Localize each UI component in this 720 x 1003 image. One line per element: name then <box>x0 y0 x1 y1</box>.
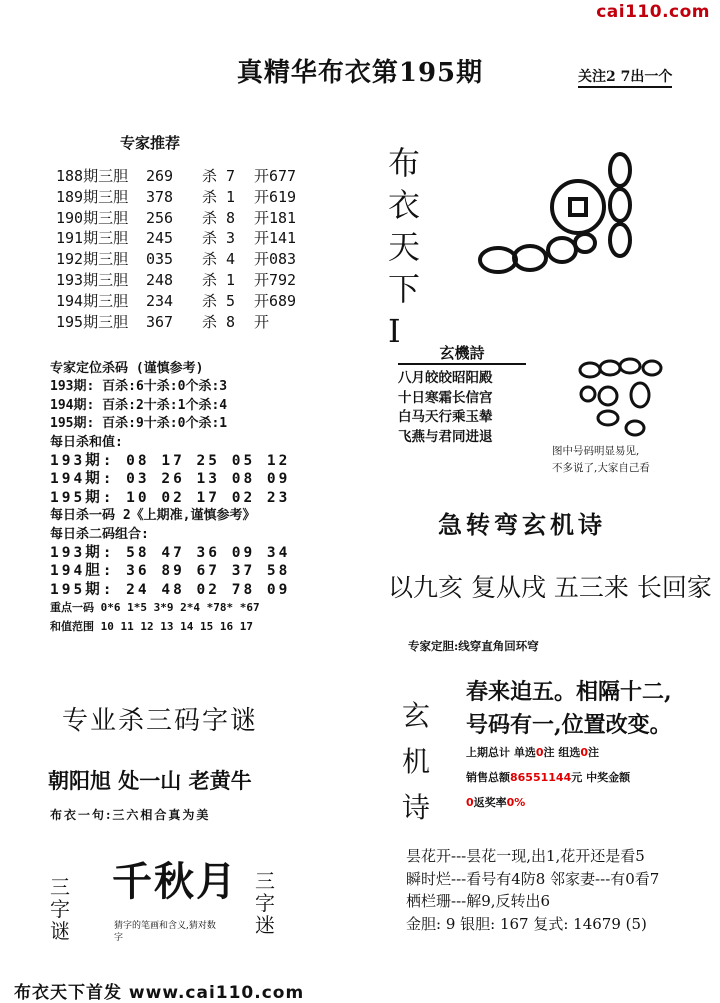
history-cell: 杀 3 <box>202 229 236 248</box>
vertical-char: 衣 <box>388 186 421 224</box>
stats-text: 注 组选 <box>543 746 581 759</box>
history-cell: 杀 1 <box>202 187 236 206</box>
history-cell: 269 <box>146 167 174 185</box>
footer: 布衣天下首发 www.cai110.com <box>14 983 305 1003</box>
stats-text: 上期总计 单选 <box>466 746 536 759</box>
vertical-char: 玄 <box>402 699 431 732</box>
kill-heading: 专家定位杀码 (谨慎参考) <box>50 361 204 376</box>
stats-text: 注 <box>588 746 599 759</box>
history-cell: 开141 <box>254 229 297 248</box>
daily-kill-row: 193期: 08 17 25 05 12 <box>50 453 291 470</box>
follow-note: 关注2 7出一个 <box>578 66 672 88</box>
history-cell: 开083 <box>254 250 297 269</box>
history-row <box>56 249 296 270</box>
vertical-char: 天 <box>388 228 421 266</box>
history-cell: 195期三胆 <box>56 312 129 331</box>
history-cell: 开 <box>254 312 270 331</box>
poem-line: 白马天行乘玉辇 <box>398 409 493 425</box>
stats-text: 销售总额 <box>466 771 510 784</box>
hint-line: 栖栏珊---解9,反转出6 <box>406 892 551 910</box>
history-cell: 188期三胆 <box>56 167 129 185</box>
history-cell: 367 <box>146 312 174 331</box>
kill-two-row: 194胆: 36 89 67 37 58 <box>50 563 291 580</box>
hints <box>406 845 659 935</box>
vertical-char: 诗 <box>402 791 431 824</box>
vertical-char: 三 <box>255 869 275 893</box>
riddle-note: 猜字的笔画和含义,猜对数字 <box>114 921 216 943</box>
image-note <box>552 443 670 477</box>
stats-block <box>466 740 630 815</box>
history-cell: 256 <box>146 208 174 227</box>
sum-range: 和值范围 10 11 12 13 14 15 16 17 <box>50 619 253 633</box>
history-cell: 开181 <box>254 208 297 227</box>
xj-vertical <box>402 693 436 831</box>
buyi-line: 布衣一句:三六相合真为美 <box>50 808 211 822</box>
page-title: 真精华布衣第195期 <box>236 58 484 88</box>
stats-value: 0% <box>506 796 526 809</box>
note-line: 不多说了,大家自己看 <box>552 462 650 474</box>
idiom-line: 朝阳旭 处一山 老黄牛 <box>48 768 252 793</box>
kill-two-row: 193期: 58 47 36 09 34 <box>50 545 291 562</box>
history-row <box>56 270 296 291</box>
vertical-char: 三 <box>50 875 70 899</box>
key-code: 重点一码 0*6 1*5 3*9 2*4 *78* *67 <box>50 601 260 615</box>
number-shapes-image <box>570 350 670 440</box>
vertical-char: 下 <box>388 270 421 308</box>
history-cell: 杀 1 <box>202 270 236 289</box>
kill-one-code: 每日杀一码 2《上期准,谨慎参考》 <box>50 508 256 524</box>
stats-value: 0 <box>580 746 588 759</box>
history-cell: 杀 5 <box>202 291 236 310</box>
history-row <box>56 208 296 229</box>
expert-line: 专家定胆:线穿直角回环穹 <box>408 639 539 653</box>
qianqiu-riddle: 千秋月 <box>112 858 238 905</box>
stats-text: 返奖率 <box>473 796 507 809</box>
site-watermark: cai110.com <box>596 2 710 22</box>
stats-text: 元 中奖金额 <box>571 771 631 784</box>
history-table <box>56 166 296 332</box>
history-cell: 开689 <box>254 291 297 310</box>
hint-line: 瞬时烂---看号有4防8 邻家妻---有0看7 <box>406 869 660 888</box>
history-cell: 193期三胆 <box>56 270 129 289</box>
kill-two-heading: 每日杀二码组合: <box>50 526 149 542</box>
kill-row: 195期: 百杀:9十杀:0个杀:1 <box>50 416 228 432</box>
vertical-char: 机 <box>402 745 431 778</box>
poem-line: 飞燕与君同进退 <box>398 428 493 445</box>
vertical-char: 字 <box>255 891 275 915</box>
stats-value: 86551144 <box>510 771 572 784</box>
turn-title: 急转弯玄机诗 <box>438 510 606 539</box>
history-row <box>56 228 296 249</box>
stats-value: 0 <box>466 796 474 809</box>
history-cell: 234 <box>146 291 174 310</box>
poem-line: 八月皎皎昭阳殿 <box>398 370 493 386</box>
history-cell: 杀 8 <box>202 208 236 227</box>
mystic-poem-heading: 玄機詩 <box>398 342 526 365</box>
history-cell: 194期三胆 <box>56 291 129 310</box>
kill-section <box>50 360 290 636</box>
history-row <box>56 291 296 312</box>
riddle-line: 号码有一,位置改变。 <box>466 712 672 738</box>
history-cell: 191期三胆 <box>56 229 129 248</box>
note-line: 图中号码明显易见, <box>552 445 640 457</box>
history-cell: 190期三胆 <box>56 208 129 227</box>
history-cell: 035 <box>146 250 174 269</box>
kill-two-row: 195期: 24 48 02 78 09 <box>50 581 291 598</box>
hint-line: 昙花开---昙花一现,出1,花开还是看5 <box>406 847 645 865</box>
stats-line-3 <box>466 790 630 815</box>
stats-line-1 <box>466 740 630 765</box>
mystic-poem <box>398 342 526 447</box>
side-right <box>255 870 279 936</box>
chain-links-image <box>470 150 670 280</box>
history-cell: 开677 <box>254 167 297 185</box>
history-cell: 杀 7 <box>202 167 236 185</box>
history-cell: 开619 <box>254 187 297 206</box>
history-row <box>56 312 296 333</box>
stats-line-2 <box>466 765 630 790</box>
vertical-char: 迷 <box>255 913 275 937</box>
stats-value: 0 <box>535 746 544 759</box>
history-row <box>56 166 296 187</box>
daily-kill-heading: 每日杀和值: <box>50 434 123 450</box>
history-cell: 开792 <box>254 270 297 289</box>
vertical-title <box>388 142 428 352</box>
history-cell: 杀 4 <box>202 250 236 269</box>
poem-line: 十日寒霜长信宫 <box>398 389 493 406</box>
vertical-char: 谜 <box>50 919 70 943</box>
daily-kill-row: 194期: 03 26 13 08 09 <box>50 471 291 488</box>
daily-kill-row: 195期: 10 02 17 02 23 <box>50 489 291 506</box>
history-cell: 杀 8 <box>202 312 236 331</box>
vertical-char: 字 <box>50 897 70 921</box>
side-left <box>50 876 74 942</box>
history-cell: 192期三胆 <box>56 250 129 269</box>
history-cell: 189期三胆 <box>56 187 129 206</box>
history-row <box>56 187 296 208</box>
riddle <box>466 676 672 742</box>
vertical-char: 布 <box>388 144 421 182</box>
vertical-char: I <box>388 312 401 350</box>
zhuanye-title: 专业杀三码字谜 <box>62 706 259 736</box>
hint-line: 金胆: 9 银胆: 167 复式: 14679 (5) <box>406 914 647 933</box>
history-cell: 248 <box>146 270 174 289</box>
kill-row: 193期: 百杀:6十杀:0个杀:3 <box>50 379 228 395</box>
strip-text: 以九亥 复从戌 五三来 长回家 <box>388 573 712 602</box>
kill-row: 194期: 百杀:2十杀:1个杀:4 <box>50 397 228 413</box>
history-cell: 245 <box>146 229 174 248</box>
history-heading: 专家推荐 <box>120 134 181 152</box>
riddle-line: 春来迫五。相隔十二, <box>466 679 672 705</box>
history-cell: 378 <box>146 187 174 206</box>
